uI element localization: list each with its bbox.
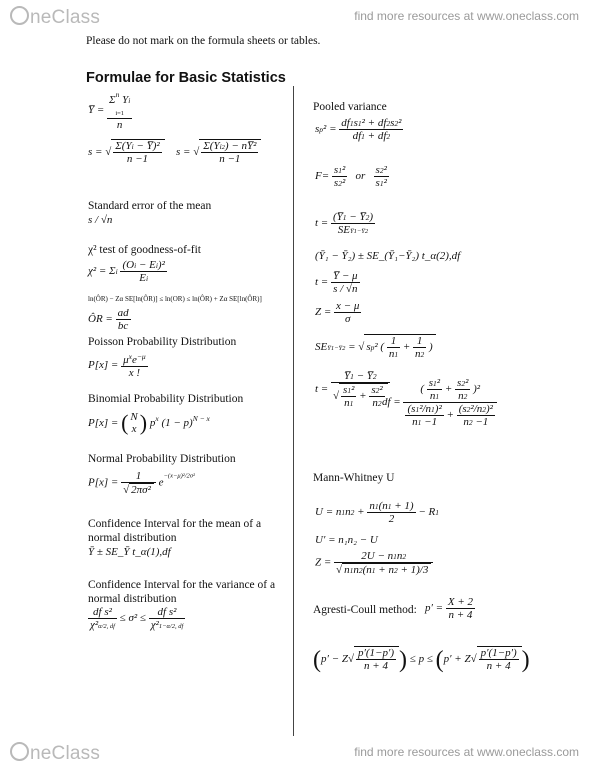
mann-whitney-label: Mann-Whitney U: [313, 472, 395, 484]
formula-chi-square: χ² = Σi $\frac{\text{(Oi − Ei)²}}{Ei}$: [88, 259, 165, 284]
logo-ring-icon: [10, 6, 29, 25]
formula-u: U = n1n2 + $\frac{n1(n1 + 1)}{2}$ − R1: [315, 500, 439, 525]
formula-agresti-coull-ci: (p′ − Z√ $\frac{p'(1-p')}{n + 4}$ ) ≤ p ≤ (p′ + Z√ $\frac{p'(1-p')}{n + 4}$ ): [313, 647, 530, 674]
logo-ring-icon: [10, 742, 29, 761]
formula-or-ci: ln(ÔR) − Zα SE[ln(ÔR)] ≤ ln(OR) ≤ ln(ÔR) + Zα SE[ln(ÔR)]: [88, 295, 262, 303]
binomial-label: Binomial Probability Distribution: [88, 393, 244, 405]
header-resources-link[interactable]: find more resources at www.oneclass.com: [354, 9, 579, 23]
formula-u-prime: U′ = n₁n₂ − U: [315, 534, 378, 546]
oneclass-footer-logo: neClass: [10, 742, 100, 765]
formula-mann-whitney-z: Z = $\frac{2U - n1n2}{√ n1n2(n1 + n2 + 1)/3}$: [315, 550, 433, 576]
formula-poisson: P[x] = $\frac{\mu^xe^{-\mu}}{x !}$: [88, 352, 146, 379]
page-title: Formulae for Basic Statistics: [86, 70, 286, 86]
formula-welch-df: df = ( $\frac{\text{s1²}}{n1}$ + $\frac{\text{s2²}}{n2}$ )² $\frac{\text{(s1²/n1)²}}{n1 -1}$ + $\frac{\text{(s2²/n2)²}}{n2 -1}$: [382, 377, 497, 428]
agresti-coull-label: Agresti-Coull method:: [313, 604, 417, 616]
ci-variance-label: Confidence Interval for the variance of a normal distribution: [88, 579, 276, 605]
formula-binomial: P[x] = ( N x ) $p^x$ $(1 - p)^{N - x}$: [88, 410, 210, 436]
formula-f-ratio: F= $\frac{\text{s1²}}{\text{s2²}}$ or $\frac{\text{s2²}}{\text{s1²}}$: [315, 164, 387, 189]
formula-sd-2: s = √ $\frac{\text{Σ(Yi2) − nY̅²}}{n -1}$: [176, 139, 261, 165]
formula-sd-1: s = √ $\frac{\text{Σ(Yi − Y̅)²}}{n -1}$: [88, 139, 165, 165]
formula-odds-ratio: ÔR = $\frac{ad}{bc}$: [88, 307, 129, 332]
pooled-variance-label: Pooled variance: [313, 101, 387, 113]
normal-label: Normal Probability Distribution: [88, 453, 236, 465]
formula-t-two-sample: t = $\frac{(Y̅1 - Y̅2)}{\text{SEY̅1−Y̅2}}$: [315, 211, 373, 236]
formula-ci-mean: Ȳ ± SE_Ȳ t_α(1),df: [88, 546, 171, 558]
footer-resources-link[interactable]: find more resources at www.oneclass.com: [354, 745, 579, 759]
formula-normal: P[x] = $\frac{1}{\text{√ 2πσ²}}$ $e^{-(x-\mu)^2/2\sigma^2}$: [88, 470, 195, 496]
formula-se: s / √n: [88, 214, 113, 226]
formula-mean: Y̅ = $\Sigma^n$ Yi i=1 n: [88, 90, 131, 131]
formula-ci-difference: (Ȳ₁ − Ȳ₂) ± SE_(Ȳ₁−Ȳ₂) t_α(2),df: [315, 250, 461, 262]
poisson-label: Poisson Probability Distribution: [88, 336, 237, 348]
column-divider: [293, 86, 294, 736]
se-label: Standard error of the mean: [88, 200, 212, 212]
oneclass-logo: neClass: [10, 6, 100, 29]
formula-ci-variance: $\frac{\text{df s²}}{\text{χ²α/2, df}}$ ≤ σ² ≤ $\frac{\text{df s²}}{\text{χ²1−α/2, df}}$: [90, 606, 184, 631]
chi-square-label: χ² test of goodness-of-fit: [88, 244, 201, 256]
formula-pooled-variance: sp² = $\frac{\text{df1s1² + df2s2²}}{df1 + df2}$: [315, 117, 402, 142]
ci-mean-label: Confidence Interval for the mean of a normal distribution: [88, 518, 262, 544]
formula-t-one-sample: t = $\frac{Y̅ - \mu}{s / √n}$: [315, 270, 358, 295]
formula-welch-t: t = Y̅1 − Y̅2 √ $\frac{\text{s1²}}{n1}$ + $\frac{\text{s2²}}{n2}$: [315, 370, 390, 409]
formula-z-score: Z = $\frac{x - \mu}{\sigma}$: [315, 300, 360, 325]
formula-se-difference: SEY̅1−Y̅2 = √ sp² ( $\frac{1}{n1}$ + $\frac{1}{n2}$ ): [315, 334, 436, 360]
notice-text: Please do not mark on the formula sheets or tables.: [86, 35, 321, 47]
formula-agresti-coull-p: p′ = $\frac{X + 2}{n + 4}$: [425, 596, 473, 621]
